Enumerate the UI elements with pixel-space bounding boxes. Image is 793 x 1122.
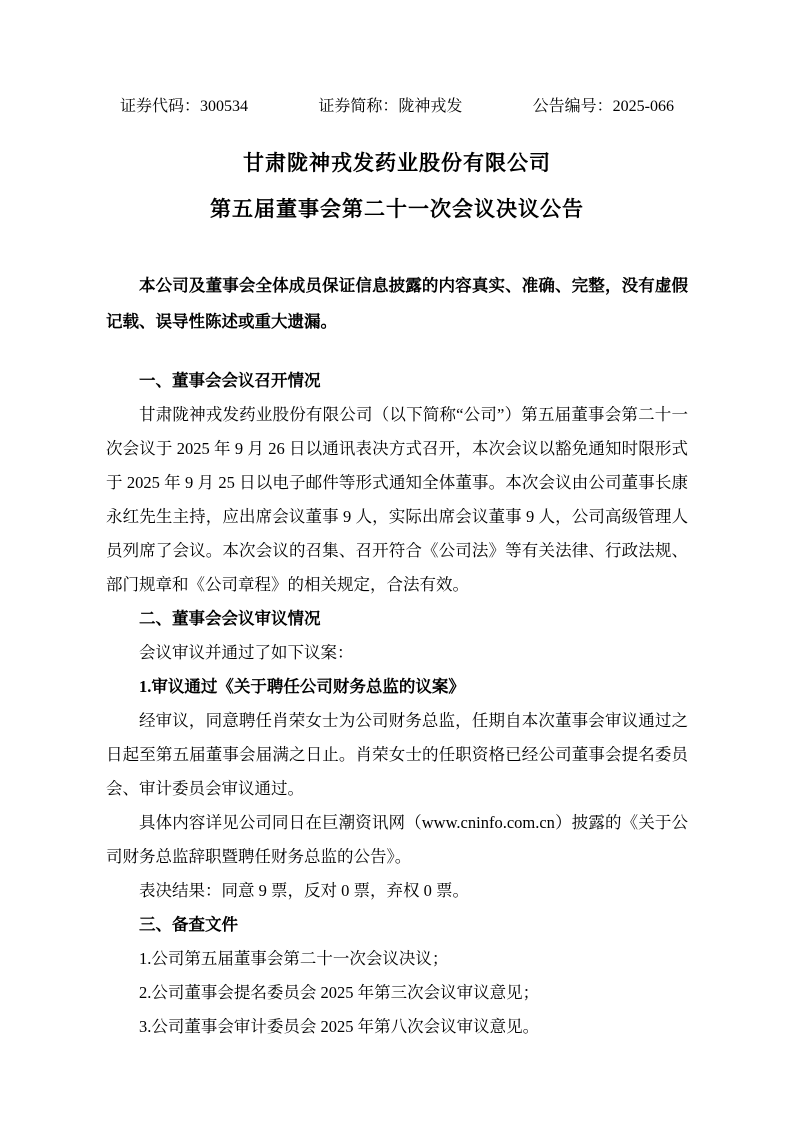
document-subtitle: 第五届董事会第二十一次会议决议公告	[210, 197, 584, 221]
reference-doc-2: 2.公司董事会提名委员会 2025 年第三次会议审议意见；	[139, 983, 540, 1002]
section-3-heading: 三、备查文件	[139, 915, 238, 934]
section-2-heading: 二、董事会会议审议情况	[139, 609, 321, 628]
reference-doc-1: 1.公司第五届董事会第二十一次会议决议；	[139, 949, 449, 968]
section-2-intro: 会议审议并通过了如下议案：	[139, 643, 354, 662]
proposal-1-title: 1.审议通过《关于聘任公司财务总监的议案》	[139, 677, 465, 696]
document-title: 甘肃陇神戎发药业股份有限公司	[243, 151, 551, 175]
disclaimer-paragraph: 本公司及董事会全体成员保证信息披露的内容真实、准确、完整，没有虚假记载、误导性陈述或重大遗漏。	[106, 276, 688, 331]
stock-code: 证券代码：300534	[120, 98, 249, 115]
reference-doc-3: 3.公司董事会审计委员会 2025 年第八次会议审议意见。	[139, 1017, 540, 1036]
section-1-heading: 一、董事会会议召开情况	[139, 371, 321, 390]
proposal-1-paragraph: 经审议，同意聘任肖荣女士为公司财务总监，任期自本次董事会审议通过之日起至第五届董事会届满之日止。肖荣女士的任职资格已经公司董事会提名委员会、审计委员会审议通过。	[106, 711, 688, 798]
stock-abbr: 证券简称：陇神戎发	[318, 98, 463, 115]
document-body	[106, 364, 688, 1044]
vote-result: 表决结果：同意 9 票，反对 0 票，弃权 0 票。	[139, 881, 469, 900]
section-1-paragraph: 甘肃陇神戎发药业股份有限公司（以下简称“公司”）第五届董事会第二十一次会议于 2025 年 9 月 26 日以通讯表决方式召开，本次会议以豁免通知时限形式于 2025 年 9 月 25 日以电子邮件等形式通知全体董事。本次会议由公司董事长康永红先生主持，应出席会议董事 9 人，实际出席会议董事 9 人，公司高级管理人员列席了会议。本次会议的召集、召开符合《公司法》等有关法律、行政法规、部门规章和《公司章程》的相关规定，合法有效。	[106, 405, 688, 594]
document-header	[106, 96, 688, 118]
announcement-number: 公告编号：2025-066	[532, 98, 674, 115]
disclosure-reference-paragraph: 具体内容详见公司同日在巨潮资讯网（www.cninfo.com.cn）披露的《关于公司财务总监辞职暨聘任财务总监的公告》。	[106, 813, 688, 866]
